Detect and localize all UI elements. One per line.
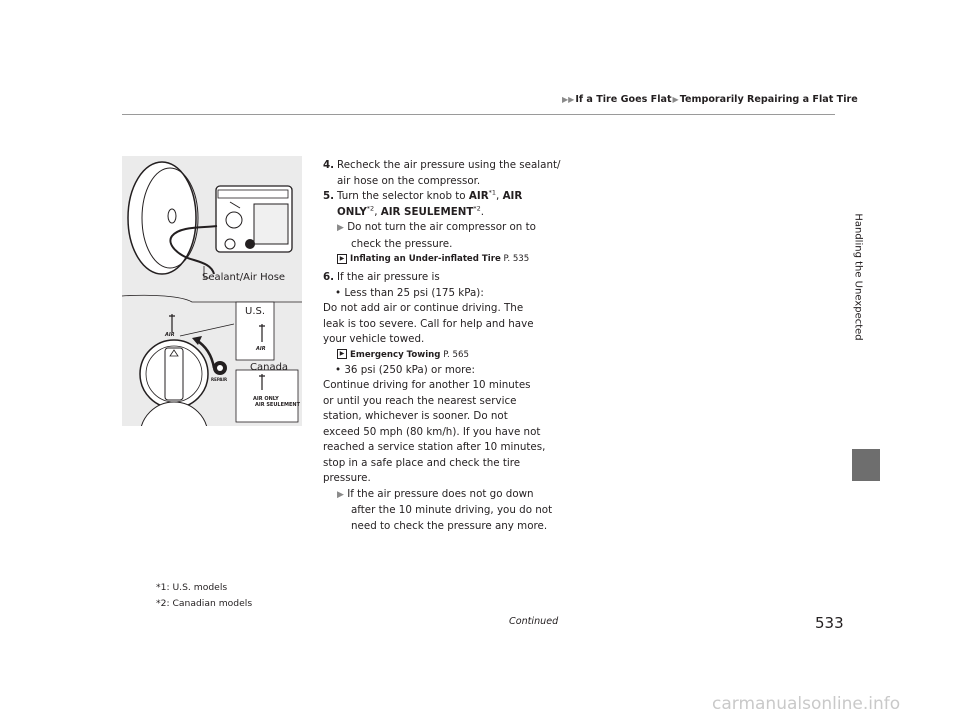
- xref-towing[interactable]: ▶ Emergency Towing P. 565: [323, 348, 593, 363]
- step-4: 4. Recheck the air pressure using the sealant/: [323, 159, 561, 171]
- instructions: 4. Recheck the air pressure using the sealant/ air hose on the compressor. 5. Turn the selector knob to AIR$^{*1}$, AIR ONLY$^{*2}$, AIR SEULEMENT$^{*2}$. ▶ Do not turn the air compressor on to check the pressure. ▶ Inflating an Under-inflated Tire P. 535 6. If the air pressure is • Less than 25 psi (175 kPa): Do not add air or continue driving. The leak is too severe. Call for help and have your vehicle towed. ▶ Emergency Towing P. 565 • 36 psi (250 kPa) or more: Continue driving for another 10 minutes or until you reach the nearest service station, whichever is sooner. Do not exceed 50 mph (80 km/h). If you have not reached a service station after 10 minutes, stop in a safe place and check the tire pressure. ▶ If the air pressure does not go down after the 10 minute driving, you do not need to check the pressure any more.: [323, 158, 593, 534]
- page-number: 533: [815, 614, 844, 632]
- us-air-tag: AIR: [256, 346, 266, 352]
- step-5: 5. Turn the selector knob to AIR$^{*1}$, AIR: [323, 188, 523, 202]
- bullet-ok-pressure: • 36 psi (250 kPa) or more:: [335, 363, 475, 376]
- compressor-illustration: [122, 156, 302, 426]
- chapter-tab-marker: [852, 449, 880, 481]
- chapter-tab-text: [849, 102, 867, 452]
- breadcrumb-current[interactable]: Temporarily Repairing a Flat Tire: [679, 94, 858, 105]
- breadcrumb-arrow-icon: ▶: [672, 95, 679, 104]
- compressor-drawing: [122, 156, 302, 426]
- chapter-tab-label[interactable]: Handling the Unexpected: [852, 213, 864, 341]
- xref-arrow-icon: ▶: [337, 349, 347, 359]
- repair-tag: REPAIR: [211, 377, 228, 382]
- footnote-2: *2: Canadian models: [156, 598, 253, 609]
- us-label: U.S.: [245, 306, 266, 317]
- sealant-hose-label: Sealant/Air Hose: [202, 272, 286, 283]
- bullet-icon: •: [335, 286, 342, 299]
- breadcrumb: [561, 94, 858, 105]
- footnote-1: *1: U.S. models: [156, 582, 228, 593]
- breadcrumb-section[interactable]: If a Tire Goes Flat: [575, 94, 672, 105]
- compressor-body-drawing: [216, 186, 292, 252]
- xref-arrow-icon: ▶: [337, 254, 347, 264]
- continued-label: Continued: [509, 616, 559, 627]
- bullet-icon: •: [335, 363, 342, 376]
- air-only-tag: AIR ONLY: [253, 396, 279, 402]
- air-mark-icon: [169, 314, 175, 332]
- selector-knob-drawing: [140, 340, 208, 426]
- breadcrumb-arrow-icon: ▶▶: [562, 95, 575, 104]
- xref-inflating[interactable]: ▶ Inflating an Under-inflated Tire P. 535: [323, 252, 593, 267]
- step-6: 6. If the air pressure is: [323, 271, 440, 283]
- watermark: carmanualsonline.info: [712, 694, 901, 714]
- pointer-line: [180, 324, 234, 336]
- bullet-low-pressure: • Less than 25 psi (175 kPa):: [335, 286, 484, 299]
- air-tag: AIR: [165, 332, 175, 338]
- air-seulement-tag: AIR SEULEMENT: [255, 402, 300, 408]
- canada-air-tag: [253, 396, 300, 408]
- header-rule: [122, 114, 835, 115]
- repair-mark-icon: [213, 361, 227, 375]
- canada-label: Canada: [250, 362, 289, 373]
- result-arrow-icon: ▶: [337, 489, 344, 500]
- result-arrow-icon: ▶: [337, 223, 344, 233]
